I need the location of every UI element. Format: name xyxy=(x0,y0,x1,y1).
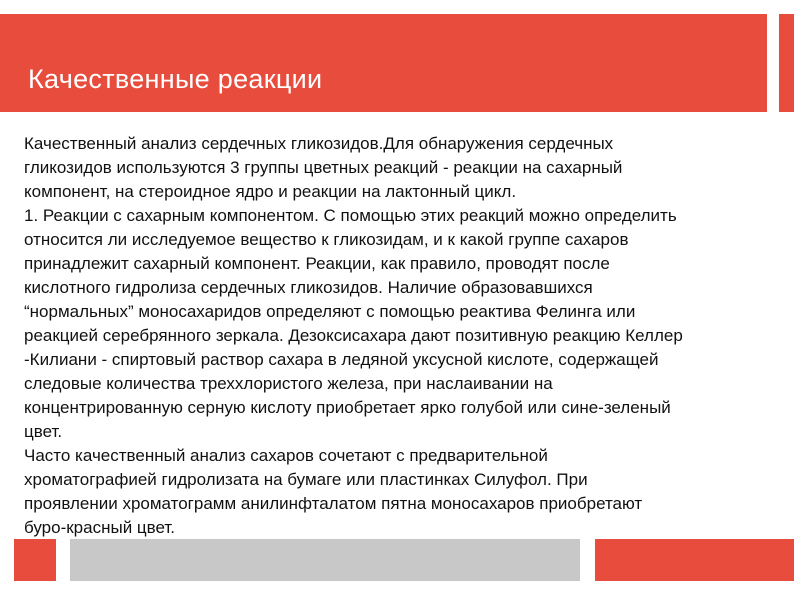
body-line: буро-красный цвет. xyxy=(24,518,176,537)
body-line: Часто качественный анализ сахаров сочетают с предварительной xyxy=(24,446,548,465)
body-line: следовые количества треххлористого железа, при наслаивании на xyxy=(24,374,553,393)
footer-accent-left xyxy=(14,539,56,581)
body-line: -Килиани - спиртовый раствор сахара в ледяной уксусной кислоте, содержащей xyxy=(24,350,659,369)
footer-accent-right xyxy=(595,539,794,581)
body-line: проявлении хроматограмм анилинфталатом пятна моносахаров приобретают xyxy=(24,494,643,513)
body-line: принадлежит сахарный компонент. Реакции, как правило, проводят после xyxy=(24,254,610,273)
slide-title: Качественные реакции xyxy=(28,64,323,94)
title-bar xyxy=(0,14,767,112)
body-line: кислотного гидролиза сердечных гликозидов. Наличие образовавшихся xyxy=(24,278,593,297)
body-line: относится ли исследуемое вещество к гликозидам, и к какой группе сахаров xyxy=(24,230,629,249)
slide-body-text xyxy=(24,132,794,540)
body-line: “нормальных” моносахаридов определяют с помощью реактива Фелинга или xyxy=(24,302,636,321)
body-line: концентрированную серную кислоту приобретает ярко голубой или сине-зеленый xyxy=(24,398,671,417)
body-line: цвет. xyxy=(24,422,63,441)
body-line: реакцией серебрянного зеркала. Дезоксисахара дают позитивную реакцию Келлер xyxy=(24,326,683,345)
body-line: Качественный анализ сердечных гликозидов.Для обнаружения сердечных xyxy=(24,134,614,153)
body-line: гликозидов используются 3 группы цветных реакций - реакции на сахарный xyxy=(24,158,623,177)
footer-bar xyxy=(70,539,580,581)
title-accent-strip xyxy=(779,14,794,112)
body-line: компонент, на стероидное ядро и реакции на лактонный цикл. xyxy=(24,182,517,201)
body-line: хроматографией гидролизата на бумаге или пластинках Силуфол. При xyxy=(24,470,588,489)
body-line: 1. Реакции с сахарным компонентом. С помощью этих реакций можно определить xyxy=(24,206,677,225)
